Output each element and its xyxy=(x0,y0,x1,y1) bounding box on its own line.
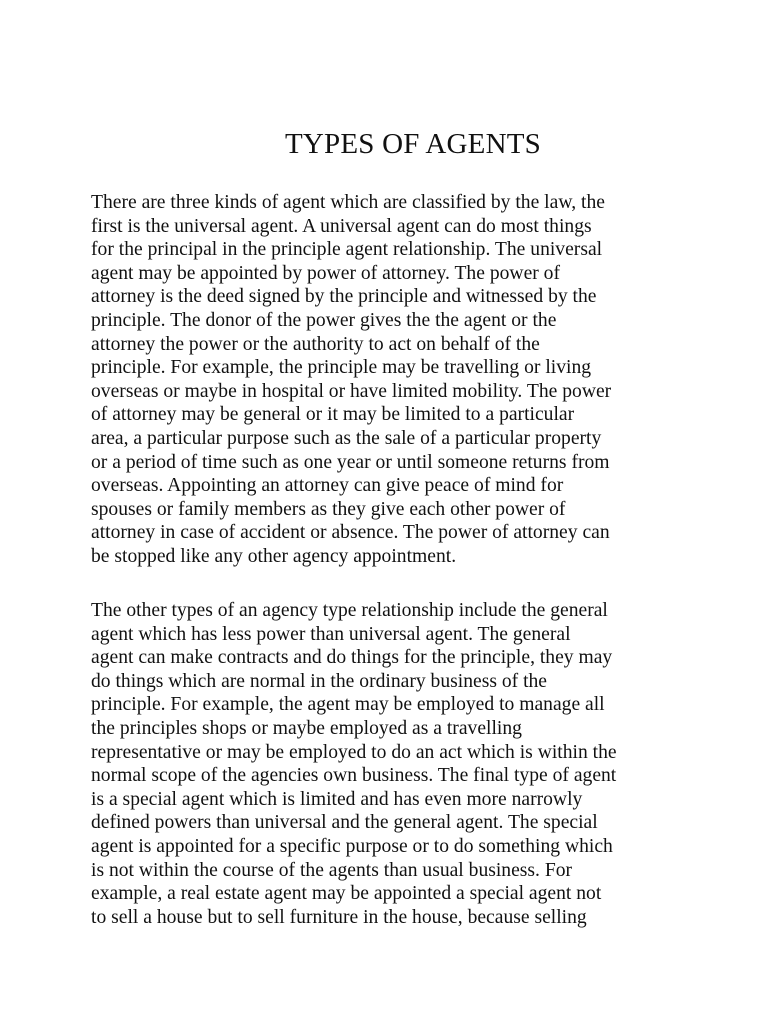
text-line: There are three kinds of agent which are classified by the law, the xyxy=(91,192,605,213)
text-line: agent may be appointed by power of attorney. The power of xyxy=(91,262,561,284)
text-line: be stopped like any other agency appointment. xyxy=(91,545,457,567)
text-line: first is the universal agent. A universal agent can do most things xyxy=(91,215,592,237)
text-line: overseas. Appointing an attorney can give peace of mind for xyxy=(91,475,564,497)
text-line: agent can make contracts and do things for the principle, they may xyxy=(91,647,613,669)
text-line: attorney in case of accident or absence. The power of attorney can xyxy=(91,522,610,544)
text-line: or a period of time such as one year or until someone returns from xyxy=(91,451,610,473)
text-line: attorney the power or the authority to act on behalf of the xyxy=(91,333,540,355)
text-line: the principles shops or maybe employed as a travelling xyxy=(91,717,522,739)
text-line: agent is appointed for a specific purpose or to do something which xyxy=(91,835,613,857)
text-line: of attorney may be general or it may be limited to a particular xyxy=(91,404,575,426)
text-line: area, a particular purpose such as the sale of a particular property xyxy=(91,427,602,449)
text-line: for the principal in the principle agent relationship. The universal xyxy=(91,239,603,261)
text-line: do things which are normal in the ordinary business of the xyxy=(91,670,548,692)
text-line: spouses or family members as they give each other power of xyxy=(91,498,566,520)
text-line: attorney is the deed signed by the principle and witnessed by the xyxy=(91,286,597,308)
paragraph-1 xyxy=(91,191,691,569)
text-line: is a special agent which is limited and has even more narrowly xyxy=(91,788,583,810)
document-title: TYPES OF AGENTS xyxy=(285,128,541,160)
text-line: normal scope of the agencies own business. The final type of agent xyxy=(91,765,617,787)
text-line: The other types of an agency type relationship include the general xyxy=(91,600,608,621)
text-line: to sell a house but to sell furniture in the house, because selling xyxy=(91,906,587,928)
text-line: principle. For example, the principle may be travelling or living xyxy=(91,357,592,379)
text-line: representative or may be employed to do an act which is within the xyxy=(91,741,617,763)
text-line: principle. The donor of the power gives the the agent or the xyxy=(91,309,557,331)
text-line: defined powers than universal and the general agent. The special xyxy=(91,812,598,834)
text-line: agent which has less power than universal agent. The general xyxy=(91,623,571,645)
text-line: overseas or maybe in hospital or have limited mobility. The power xyxy=(91,380,612,402)
text-line: principle. For example, the agent may be employed to manage all xyxy=(91,694,605,716)
text-line: is not within the course of the agents than usual business. For xyxy=(91,859,573,881)
paragraph-2 xyxy=(91,599,691,929)
text-line: example, a real estate agent may be appointed a special agent not xyxy=(91,883,602,905)
